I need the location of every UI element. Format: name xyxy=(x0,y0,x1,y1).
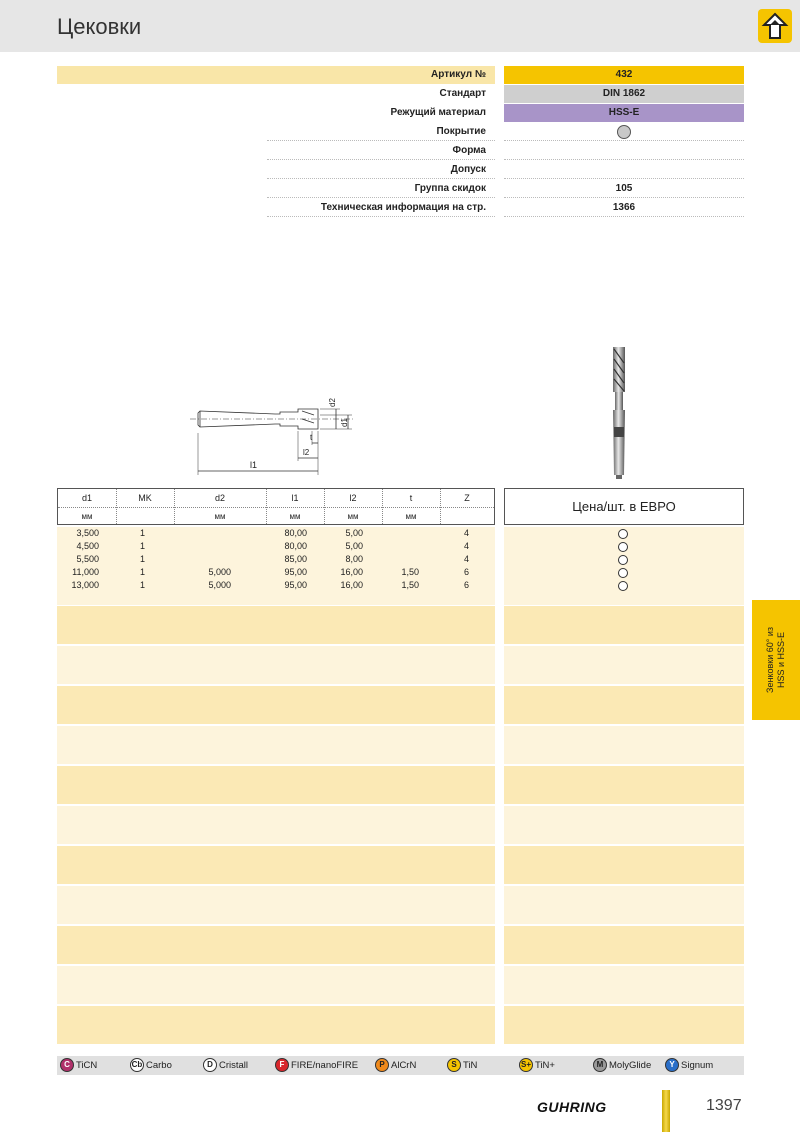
legend-item xyxy=(275,1058,358,1073)
col-header-d2: d2 xyxy=(214,493,225,503)
table-band xyxy=(57,846,495,884)
spec-value-standard: DIN 1862 xyxy=(504,85,744,103)
coating-badge-icon: F xyxy=(275,1058,289,1072)
section-side-tab[interactable] xyxy=(752,600,800,720)
price-band xyxy=(504,926,744,964)
spec-row-material xyxy=(57,104,744,123)
availability-circle-icon xyxy=(618,568,628,578)
col-unit-d1: мм xyxy=(81,512,93,521)
col-unit-d2: мм xyxy=(214,512,226,521)
price-column-body xyxy=(504,527,744,592)
price-band xyxy=(504,886,744,924)
counterbore-photo xyxy=(608,345,630,480)
drawing-label-d1: d1 xyxy=(340,418,349,427)
price-band xyxy=(504,806,744,844)
spec-row-standard xyxy=(57,85,744,104)
spec-row-article xyxy=(57,66,744,85)
col-unit-mk xyxy=(116,508,174,525)
legend-item xyxy=(375,1058,416,1073)
coating-badge-icon: M xyxy=(593,1058,607,1072)
spec-value-form xyxy=(504,142,744,160)
table-row: 11,000 1 5,000 95,00 16,00 1,50 6 xyxy=(72,567,469,577)
spec-value-material: HSS-E xyxy=(504,104,744,122)
spec-row-tolerance xyxy=(57,161,744,180)
price-row xyxy=(504,540,744,553)
price-row xyxy=(504,579,744,592)
legend-label: Carbo xyxy=(146,1060,172,1071)
price-band xyxy=(504,846,744,884)
spec-label-discount: Группа скидок xyxy=(414,183,486,194)
spec-value-discount: 105 xyxy=(504,180,744,198)
table-band xyxy=(57,686,495,724)
coating-badge-icon: C xyxy=(60,1058,74,1072)
coating-legend xyxy=(57,1056,744,1075)
price-row xyxy=(504,566,744,579)
spec-row-coating xyxy=(57,123,744,142)
spec-table xyxy=(57,66,744,218)
price-row xyxy=(504,553,744,566)
spec-row-techinfo xyxy=(57,199,744,218)
table-row: 4,500 1 80,00 5,00 4 xyxy=(76,541,469,551)
table-band xyxy=(57,886,495,924)
col-header-z: Z xyxy=(464,493,470,503)
counterbore-drawing xyxy=(180,393,370,478)
spec-label-techinfo: Техническая информация на стр. xyxy=(320,202,486,213)
legend-label: Cristall xyxy=(219,1060,249,1071)
table-band xyxy=(57,646,495,684)
legend-label: Signum xyxy=(681,1060,714,1071)
spec-value-article: 432 xyxy=(504,66,744,84)
availability-circle-icon xyxy=(618,529,628,539)
price-column-header: Цена/шт. в ЕВРО xyxy=(504,488,744,525)
spec-label-material: Режущий материал xyxy=(390,107,486,118)
price-row xyxy=(504,527,744,540)
col-header-l2: l2 xyxy=(349,493,357,503)
legend-item xyxy=(60,1058,97,1073)
table-band xyxy=(57,806,495,844)
spec-value-coating xyxy=(504,123,744,141)
legend-item xyxy=(447,1058,477,1073)
legend-item xyxy=(593,1058,651,1073)
col-header-d1: d1 xyxy=(81,493,92,503)
table-band xyxy=(57,966,495,1004)
coating-badge-icon: P xyxy=(375,1058,389,1072)
table-band xyxy=(57,1006,495,1044)
drawing-label-t: t xyxy=(310,433,313,442)
spec-row-discount xyxy=(57,180,744,199)
drawing-label-d2: d2 xyxy=(328,398,337,407)
spec-label-coating: Покрытие xyxy=(436,126,486,137)
col-unit-l2: мм xyxy=(347,512,359,521)
col-unit-t: мм xyxy=(405,512,417,521)
table-row: 5,500 1 85,00 8,00 4 xyxy=(76,554,469,564)
spec-value-techinfo: 1366 xyxy=(504,199,744,217)
availability-circle-icon xyxy=(618,555,628,565)
spec-row-form xyxy=(57,142,744,161)
spec-label-form: Форма xyxy=(452,145,486,156)
price-band xyxy=(504,1006,744,1044)
col-unit-l1: мм xyxy=(289,512,301,521)
spec-label-standard: Стандарт xyxy=(439,88,486,99)
coating-badge-icon: S xyxy=(447,1058,461,1072)
dimension-table-body xyxy=(57,527,495,592)
legend-item xyxy=(665,1058,713,1073)
gold-divider xyxy=(662,1090,670,1132)
page-title: Цековки xyxy=(57,14,142,39)
legend-label: TiCN xyxy=(76,1060,98,1071)
drawing-label-l2: l2 xyxy=(303,448,310,457)
availability-circle-icon xyxy=(618,581,628,591)
legend-label: MolyGlide xyxy=(609,1060,652,1071)
table-band xyxy=(57,766,495,804)
brand-logo: GUHRING xyxy=(537,1099,607,1115)
price-band xyxy=(504,966,744,1004)
price-band xyxy=(504,726,744,764)
coating-badge-icon: Cb xyxy=(130,1058,144,1072)
coating-badge-icon: S+ xyxy=(519,1058,533,1072)
table-row: 13,000 1 5,000 95,00 16,00 1,50 6 xyxy=(71,580,469,590)
coating-circle-icon xyxy=(617,125,631,139)
col-header-t: t xyxy=(409,493,413,503)
table-row: 3,500 1 80,00 5,00 4 xyxy=(76,528,469,538)
dimension-table-header xyxy=(57,488,495,525)
legend-item xyxy=(130,1058,172,1073)
legend-label: AlCrN xyxy=(391,1060,417,1071)
price-band xyxy=(504,686,744,724)
spec-label-article: Артикул № xyxy=(431,69,486,80)
legend-label: TiN xyxy=(463,1060,478,1071)
table-band xyxy=(57,606,495,644)
legend-label: FIRE/nanoFIRE xyxy=(291,1060,359,1071)
price-band xyxy=(504,606,744,644)
legend-item xyxy=(203,1058,248,1073)
col-header-mk: MK xyxy=(138,493,152,503)
drawing-label-l1: l1 xyxy=(250,460,258,470)
page-header xyxy=(0,0,800,52)
availability-circle-icon xyxy=(618,542,628,552)
price-band xyxy=(504,766,744,804)
guhring-logo-icon xyxy=(758,9,792,43)
spec-value-tolerance xyxy=(504,161,744,179)
price-band xyxy=(504,646,744,684)
side-tab-label: Зенковки 60° из HSS и HSS-E xyxy=(765,627,786,693)
table-band xyxy=(57,726,495,764)
page-number: 1397 xyxy=(706,1097,742,1114)
coating-badge-icon: Y xyxy=(665,1058,679,1072)
col-unit-z xyxy=(440,508,494,525)
coating-badge-icon: D xyxy=(203,1058,217,1072)
col-header-l1: l1 xyxy=(291,493,299,503)
legend-label: TiN+ xyxy=(535,1060,555,1071)
spec-label-tolerance: Допуск xyxy=(450,164,486,175)
legend-item xyxy=(519,1058,555,1073)
table-band xyxy=(57,926,495,964)
